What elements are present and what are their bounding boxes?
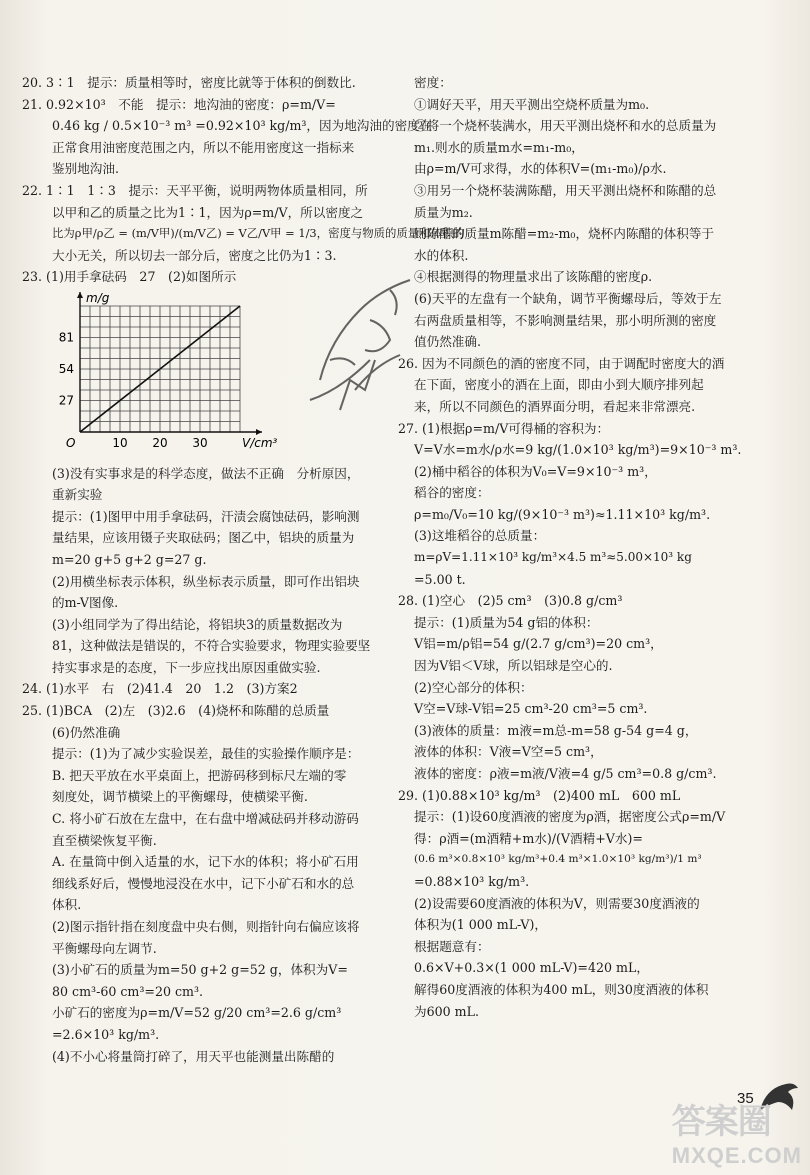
- y-tick-label: 81: [58, 330, 74, 345]
- text-line: 来，所以不同颜色的酒界面分明，看起来非常漂亮.: [414, 398, 696, 414]
- chart-axes: [59, 292, 278, 450]
- text-line: (6)天平的左盘有一个缺角，调节平衡螺母后，等效于左: [414, 290, 722, 306]
- text-line: (2)空心部分的体积：: [414, 679, 533, 695]
- answer-23-notes: [22, 463, 382, 1068]
- answer-20: 20. 3∶1 提示：质量相等时，密度比就等于体积的倒数比.: [22, 75, 356, 90]
- x-arrow-icon: [256, 429, 262, 435]
- text-line: 刻度处，调节横梁上的平衡螺母，使横梁平衡.: [52, 789, 308, 805]
- x-tick-label: 20: [152, 435, 168, 450]
- x-axis-label: V/cm³: [242, 435, 278, 450]
- answer-21-formula: 0.46 kg / 0.5×10⁻³ m³ =0.92×10³ kg/m³，因为地沟油的密度在: [52, 118, 433, 134]
- answer-21-line: 正常食用油密度范围之内，所以不能用密度这一指标来: [52, 139, 355, 155]
- text-line: (6)仍然准确: [52, 724, 121, 740]
- text-line: 根据题意有：: [414, 938, 490, 954]
- text-line: 提示：(1)设60度酒液的密度为ρ酒，据密度公式ρ=m/V: [414, 809, 726, 825]
- text-line: 直至横梁恢复平衡.: [52, 832, 157, 848]
- text-line: 提示：(1)为了减少实验误差，最佳的实验操作顺序是：: [52, 746, 360, 762]
- text-line: (2)桶中稻谷的体积为V₀=V=9×10⁻³ m³，: [414, 463, 657, 479]
- text-line: 解得60度酒液的体积为400 mL，则30度酒液的体积: [414, 981, 709, 997]
- text-line: 水的体积.: [414, 247, 469, 263]
- text-line: (3)小矿石的质量为m=50 g+2 g=52 g，体积为V=: [52, 962, 348, 978]
- answer-28: 28. (1)空心 (2)5 cm³ (3)0.8 g/cm³: [398, 593, 623, 609]
- formula-line: V=V水=m水/ρ水=9 kg/(1.0×10³ kg/m³)=9×10⁻³ m³.: [414, 442, 742, 458]
- y-tick-label: 54: [58, 361, 74, 376]
- watermark-title: 答案圈: [671, 1103, 771, 1141]
- x-tick-label: 30: [192, 435, 208, 450]
- formula-line: 液体的密度：ρ液=m液/V液=4 g/5 cm³=0.8 g/cm³.: [414, 766, 717, 781]
- text-line: (3)没有实事求是的科学态度，做法不正确 分析原因，: [52, 465, 360, 481]
- text-line: 提示：(1)质量为54 g铝的体积：: [414, 614, 599, 630]
- formula-line: (3)液体的质量：m液=m总-m=58 g-54 g=4 g，: [414, 722, 698, 738]
- text-line: 体积为(1 000 mL-V)，: [414, 917, 547, 933]
- chart-svg: [40, 292, 290, 452]
- text-line: m=20 g+5 g+2 g=27 g.: [52, 551, 207, 567]
- text-line: (3)这堆稻谷的总质量：: [414, 528, 546, 544]
- formula-line: (0.6 m³×0.8×10³ kg/m³+0.4 m³×1.0×10³ kg/m³)/1 m³: [414, 853, 702, 866]
- text-line: 因为V铝＜V球，所以铝球是空心的.: [414, 658, 613, 674]
- origin-label: O: [66, 435, 76, 450]
- text-line: 稻谷的密度：: [414, 485, 490, 501]
- text-line: (2)设需要60度酒液的体积为V，则需要30度酒液的: [414, 895, 700, 911]
- text-line: C. 将小矿石放在左盘中，在右盘中增减砝码并移动游码: [52, 811, 359, 827]
- formula-line: =0.88×10³ kg/m³.: [414, 873, 530, 889]
- text-line: 体积.: [52, 897, 82, 913]
- answer-27: 27. (1)根据ρ=m/V可得桶的容积为：: [398, 420, 610, 436]
- text-line: =2.6×10³ kg/m³.: [52, 1026, 160, 1042]
- text-line: ④根据测得的物理量求出了该陈醋的密度ρ.: [414, 269, 653, 285]
- answer-22-line: 大小无关，所以切去一部分后，密度之比仍为1∶3.: [52, 247, 337, 263]
- answer-26: 26. 因为不同颜色的酒的密度不同，由于调配时密度大的酒: [398, 355, 725, 371]
- text-line: 的m-V图像.: [52, 595, 119, 611]
- text-line: 提示：(1)图甲中用手拿砝码，汗渍会腐蚀砝码，影响测: [52, 508, 360, 524]
- y-arrow-icon: [77, 292, 83, 298]
- text-line: 为600 mL.: [414, 1003, 479, 1019]
- text-line: 在下面，密度小的酒在上面，即由小到大顺序排列起: [414, 377, 704, 393]
- text-line: =5.00 t.: [414, 571, 466, 587]
- right-column: [398, 72, 790, 1022]
- text-line: 平衡螺母向左调节.: [52, 940, 157, 956]
- text-line: A. 在量筒中倒入适量的水，记下水的体积；将小矿石用: [52, 854, 359, 870]
- answer-21-line: 鉴别地沟油.: [52, 161, 119, 177]
- text-line: ③用另一个烧杯装满陈醋，用天平测出烧杯和陈醋的总: [414, 182, 717, 198]
- handwritten-stamp: [300, 260, 430, 430]
- formula-line: 0.6×V+0.3×(1 000 mL-V)=420 mL，: [414, 960, 649, 976]
- answer-25: 25. (1)BCA (2)左 (3)2.6 (4)烧杯和陈醋的总质量: [22, 703, 330, 719]
- answer-23: 23. (1)用手拿砝码 27 (2)如图所示: [22, 269, 237, 285]
- text-line: 值仍然准确.: [414, 334, 481, 350]
- answer-21: 21. 0.92×10³ 不能 提示：地沟油的密度：ρ=m/V=: [22, 96, 336, 112]
- answer-22-formula: 比为ρ甲/ρ乙 = (m/V甲)/(m/V乙) = V乙/V甲 = 1/3，密度与物质的质量和体积的: [52, 226, 465, 241]
- y-axis-label: m/g: [86, 291, 110, 305]
- text-line: 量结果，应该用镊子夹取砝码；图乙中，铝块的质量为: [52, 530, 355, 546]
- text-line: (2)图示指针指在刻度盘中央右侧，则指针向右偏应该将: [52, 919, 360, 934]
- answer-29: 29. (1)0.88×10³ kg/m³ (2)400 mL 600 mL: [398, 787, 681, 803]
- formula-line: 得：ρ酒=(m酒精+m水)/(V酒精+V水)=: [414, 830, 643, 846]
- text-line: 质量为m₂.: [414, 204, 473, 220]
- watermark-url: MXQE.COM: [671, 1143, 802, 1168]
- text-line: (2)用横坐标表示体积，纵坐标表示质量，即可作出铝块: [52, 573, 360, 589]
- formula-line: ρ=m₀/V₀=10 kg/(9×10⁻³ m³)≈1.11×10³ kg/m³.: [414, 506, 711, 522]
- watermark: [672, 1094, 802, 1169]
- formula-line: V铝=m/ρ铝=54 g/(2.7 g/cm³)=20 cm³，: [414, 636, 663, 652]
- text-line: 细线系好后，慢慢地浸没在水中，记下小矿石和水的总: [52, 875, 355, 891]
- text-line: m₁.则水的质量m水=m₁-m₀，: [414, 139, 584, 155]
- y-tick-label: 27: [58, 393, 74, 408]
- text-line: (4)不小心将量筒打碎了，用天平也能测量出陈醋的: [52, 1048, 335, 1064]
- answer-22: 22. 1∶1 1∶3 提示：天平平衡，说明两物体质量相同，所: [22, 182, 368, 198]
- text-line: ①调好天平，用天平测出空烧杯质量为m₀.: [414, 96, 650, 112]
- text-line: 重新实验: [52, 487, 103, 503]
- text-line: (3)小组同学为了得出结论，将铝块3的质量数据改为: [52, 616, 343, 632]
- formula-line: m=ρV=1.11×10³ kg/m³×4.5 m³≈5.00×10³ kg: [414, 550, 692, 565]
- text-line: 由ρ=m/V可求得，水的体积V=(m₁-m₀)/ρ水.: [414, 161, 667, 177]
- text-line: 81，这种做法是错误的，不符合实验要求，物理实验要坚: [52, 638, 371, 654]
- text-line: B. 把天平放在水平桌面上，把游码移到标尺左端的零: [52, 767, 347, 783]
- text-line: 持实事求是的态度，下一步应找出原因重做实验.: [52, 659, 321, 675]
- text-line: 则陈醋的质量m陈醋=m₂-m₀，烧杯内陈醋的体积等于: [414, 226, 715, 242]
- text-line: 密度：: [414, 75, 452, 90]
- text-line: 液体的体积：V液=V空=5 cm³，: [414, 744, 603, 760]
- text-line: 小矿石的密度为ρ=m/V=52 g/20 cm³=2.6 g/cm³: [52, 1005, 342, 1021]
- answer-24: 24. (1)水平 右 (2)41.4 20 1.2 (3)方案2: [22, 681, 298, 697]
- formula-line: V空=V球-V铝=25 cm³-20 cm³=5 cm³.: [414, 701, 648, 717]
- page-number: 35: [737, 1090, 754, 1107]
- text-line: ②将一个烧杯装满水，用天平测出烧杯和水的总质量为: [414, 118, 717, 134]
- x-tick-label: 10: [112, 435, 128, 450]
- answer-22-line: 以甲和乙的质量之比为1∶1，因为ρ=m/V，所以密度之: [52, 204, 364, 220]
- text-line: 右两盘质量相等，不影响测量结果，那小明所测的密度: [414, 312, 717, 328]
- text-line: 80 cm³-60 cm³=20 cm³.: [52, 983, 204, 999]
